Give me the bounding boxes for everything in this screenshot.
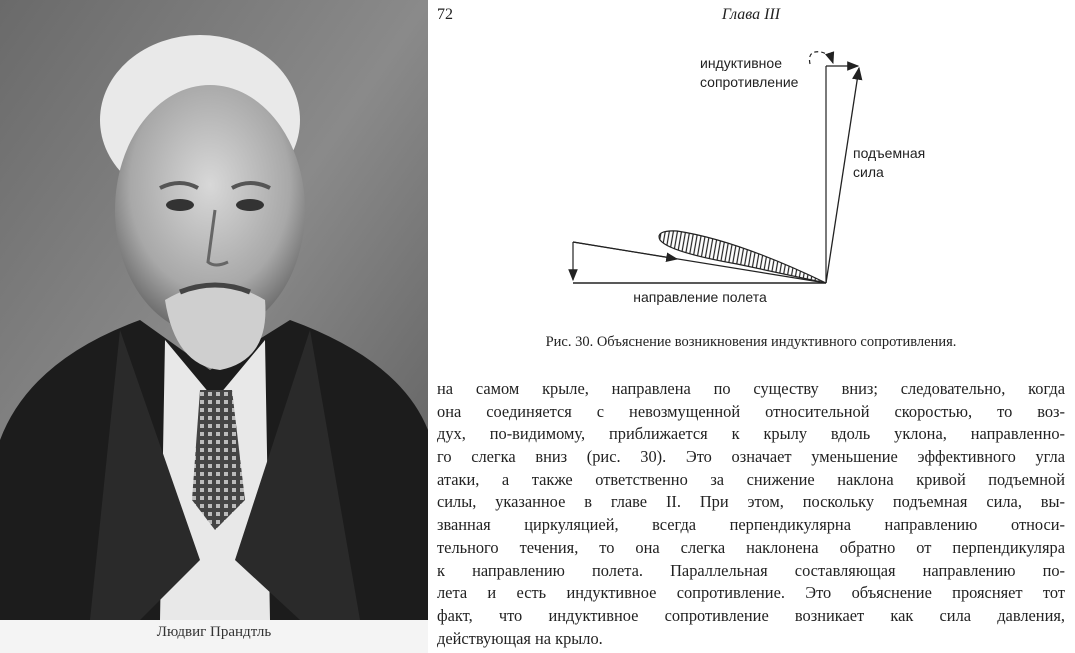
- text-line: она соединяется с невозмущенной относительной скоростью, то воз-: [437, 401, 1065, 421]
- label-induced-drag-1: индуктивное: [700, 55, 782, 71]
- text-line: тельного течения, то она слегка наклонена обратно от перпендикуляра: [437, 537, 1065, 557]
- page-number: 72: [437, 6, 453, 23]
- text-line: факт, что индуктивное сопротивление возникает как сила давления,: [437, 605, 1065, 625]
- airfoil: [659, 231, 826, 283]
- text-line: лета и есть индуктивное сопротивление. Это объяснение проясняет тот: [437, 583, 1065, 603]
- text-line: силы, указанное в главе II. При этом, поскольку подъемная сила, вы-: [437, 492, 1065, 512]
- text-line: на самом крыле, направлена по существу вниз; следовательно, когда: [437, 379, 1065, 398]
- label-lift-1: подъемная: [853, 145, 926, 161]
- chapter-header: Глава III: [721, 6, 781, 23]
- text-line: званная циркуляцией, всегда перпендикулярна направлению относи-: [437, 515, 1065, 535]
- portrait-photo: [0, 0, 428, 653]
- label-induced-drag-2: сопротивление: [700, 74, 799, 90]
- text-line: атаки, а также ответственно за снижение наклона кривой подъемной: [437, 469, 1065, 489]
- label-flight-direction: направление полета: [633, 289, 767, 305]
- portrait-image: [0, 0, 428, 620]
- text-line: действующая на крыло.: [437, 628, 603, 648]
- body-text: [437, 378, 1065, 650]
- text-line: дух, по-видимому, приближается к крылу вдоль уклона, направленно-: [437, 424, 1065, 444]
- text-line: к направлению полета. Параллельная составляющая направлению по-: [437, 560, 1065, 580]
- induced-drag-diagram: [437, 0, 1065, 320]
- book-page: [437, 0, 1065, 653]
- portrait-caption: Людвиг Прандтль: [156, 624, 272, 640]
- text-line: го слегка вниз (рис. 30). Это означает уменьшение эффективного угла: [437, 447, 1065, 467]
- label-lift-2: сила: [853, 164, 884, 180]
- figure-caption: Рис. 30. Объяснение возникновения индуктивного сопротивления.: [545, 334, 957, 350]
- rotation-arrow: [809, 52, 833, 64]
